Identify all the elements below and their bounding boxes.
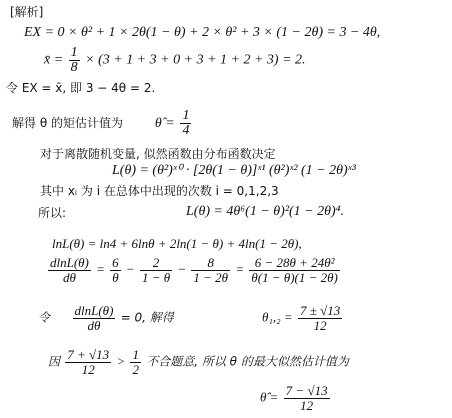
mle-num: 7 − √13	[285, 383, 328, 398]
roots-lhs: θ₁,₂ =	[262, 309, 293, 325]
derivative-term2	[140, 256, 172, 285]
derivative-term3	[191, 256, 230, 285]
reject-root-fraction	[65, 348, 111, 377]
sample-mean-lhs: x̄ =	[44, 52, 64, 68]
moment-estimate-lhs: θ̂ =	[154, 116, 175, 131]
greater-than: >	[116, 353, 126, 369]
likelihood-value: L(θ) = 4θ⁶(1 − θ)²(1 − 2θ)⁴.	[186, 204, 345, 219]
reject-root-den: 12	[81, 362, 95, 377]
sample-mean-equation	[44, 46, 306, 75]
derivative-equation: $\frac{dlnL(\theta)}{d\theta}$ = $\frac{6}{\theta}$ − $\frac{2}{1 - \theta}$ − $\frac{8}{1 - 2\theta}$ = $\frac{\text{6 − 28θ + 24θ²}}{\theta(1 - \theta)(1 - 2\theta)}$	[50, 255, 338, 285]
likelihood-formula: L(θ) = (θ²)ˣ⁰ · [2θ(1 − θ)]ˣ¹ (θ²)ˣ² (1 − 2θ)ˣ³	[112, 163, 356, 178]
likelihood-intro: 对于离散随机变量, 似然函数由分布函数决定	[40, 147, 276, 161]
mle-equation	[260, 384, 332, 413]
reject-root-text: 不合题意, 所以 θ 的最大似然估计值为	[146, 354, 349, 369]
set-derivative-label: 令	[38, 310, 51, 325]
derivative-term3-num: 8	[191, 256, 230, 271]
sample-mean-frac-num: 1	[70, 45, 78, 60]
sample-mean-rhs: × (3 + 1 + 3 + 0 + 3 + 1 + 2 + 3) = 2.	[85, 52, 306, 68]
mle-fraction	[284, 384, 330, 413]
half-den: 2	[132, 362, 139, 377]
derivative-lhs-den: dθ	[63, 270, 76, 285]
set-derivative-solve: = 0, 解得	[120, 310, 174, 325]
roots-num: 7 ± √13	[299, 303, 341, 318]
half-num: 1	[132, 347, 139, 362]
derivative-result-num: 6 − 28θ + 24θ²	[249, 256, 340, 271]
derivative-term3-den: 1 − 2θ	[193, 270, 229, 285]
derivative-term1	[110, 256, 121, 285]
set-derivative-num: dlnL(θ)	[74, 303, 114, 318]
derivative-result-den: θ(1 − θ)(1 − 2θ)	[251, 270, 338, 285]
half-fraction	[130, 348, 141, 377]
derivative-term1-den: θ	[112, 270, 119, 285]
moment-estimate-text: 解得 θ 的矩估计值为	[12, 116, 123, 130]
because-label: 因	[48, 354, 61, 369]
derivative-lhs-num: dlnL(θ)	[50, 255, 89, 270]
sample-mean-frac-den: 8	[70, 60, 78, 75]
reject-root-line	[48, 348, 349, 377]
sample-mean-fraction	[69, 46, 80, 75]
roots-fraction	[298, 304, 342, 333]
set-derivative-fraction	[73, 304, 116, 333]
derivative-equals: =	[96, 261, 105, 277]
derivative-term2-den: 1 − θ	[141, 270, 171, 285]
reject-root-num: 7 + √13	[67, 347, 110, 362]
xi-definition: 其中 xᵢ 为 i 在总体中出现的次数 i = 0,1,2,3	[40, 184, 279, 198]
roots-den: 12	[313, 318, 327, 333]
derivative-lhs-fraction	[48, 256, 91, 285]
moment-estimate-line	[12, 109, 193, 138]
set-derivative-zero	[38, 304, 174, 333]
mle-lhs: θ̂ =	[260, 389, 279, 405]
moment-estimate-fraction	[180, 109, 191, 138]
moment-frac-num: 1	[182, 108, 190, 123]
expectation-equation: EX = 0 × θ² + 1 × 2θ(1 − θ) + 2 × θ² + 3 × (1 − 2θ) = 3 − 4θ,	[24, 25, 381, 40]
derivative-term2-num: 2	[140, 256, 172, 271]
analysis-header: [解析]	[10, 5, 44, 19]
derivative-term1-num: 6	[112, 255, 119, 270]
mle-den: 12	[300, 398, 314, 413]
log-likelihood: lnL(θ) = ln4 + 6lnθ + 2ln(1 − θ) + 4ln(1 − 2θ),	[52, 236, 302, 251]
set-derivative-den: dθ	[87, 318, 101, 333]
roots-equation	[262, 304, 344, 333]
derivative-result	[249, 256, 340, 285]
set-equal-line: 令 EX = x̄, 即 3 − 4θ = 2.	[6, 81, 156, 95]
moment-frac-den: 4	[182, 123, 190, 138]
therefore-label: 所以:	[38, 206, 67, 220]
